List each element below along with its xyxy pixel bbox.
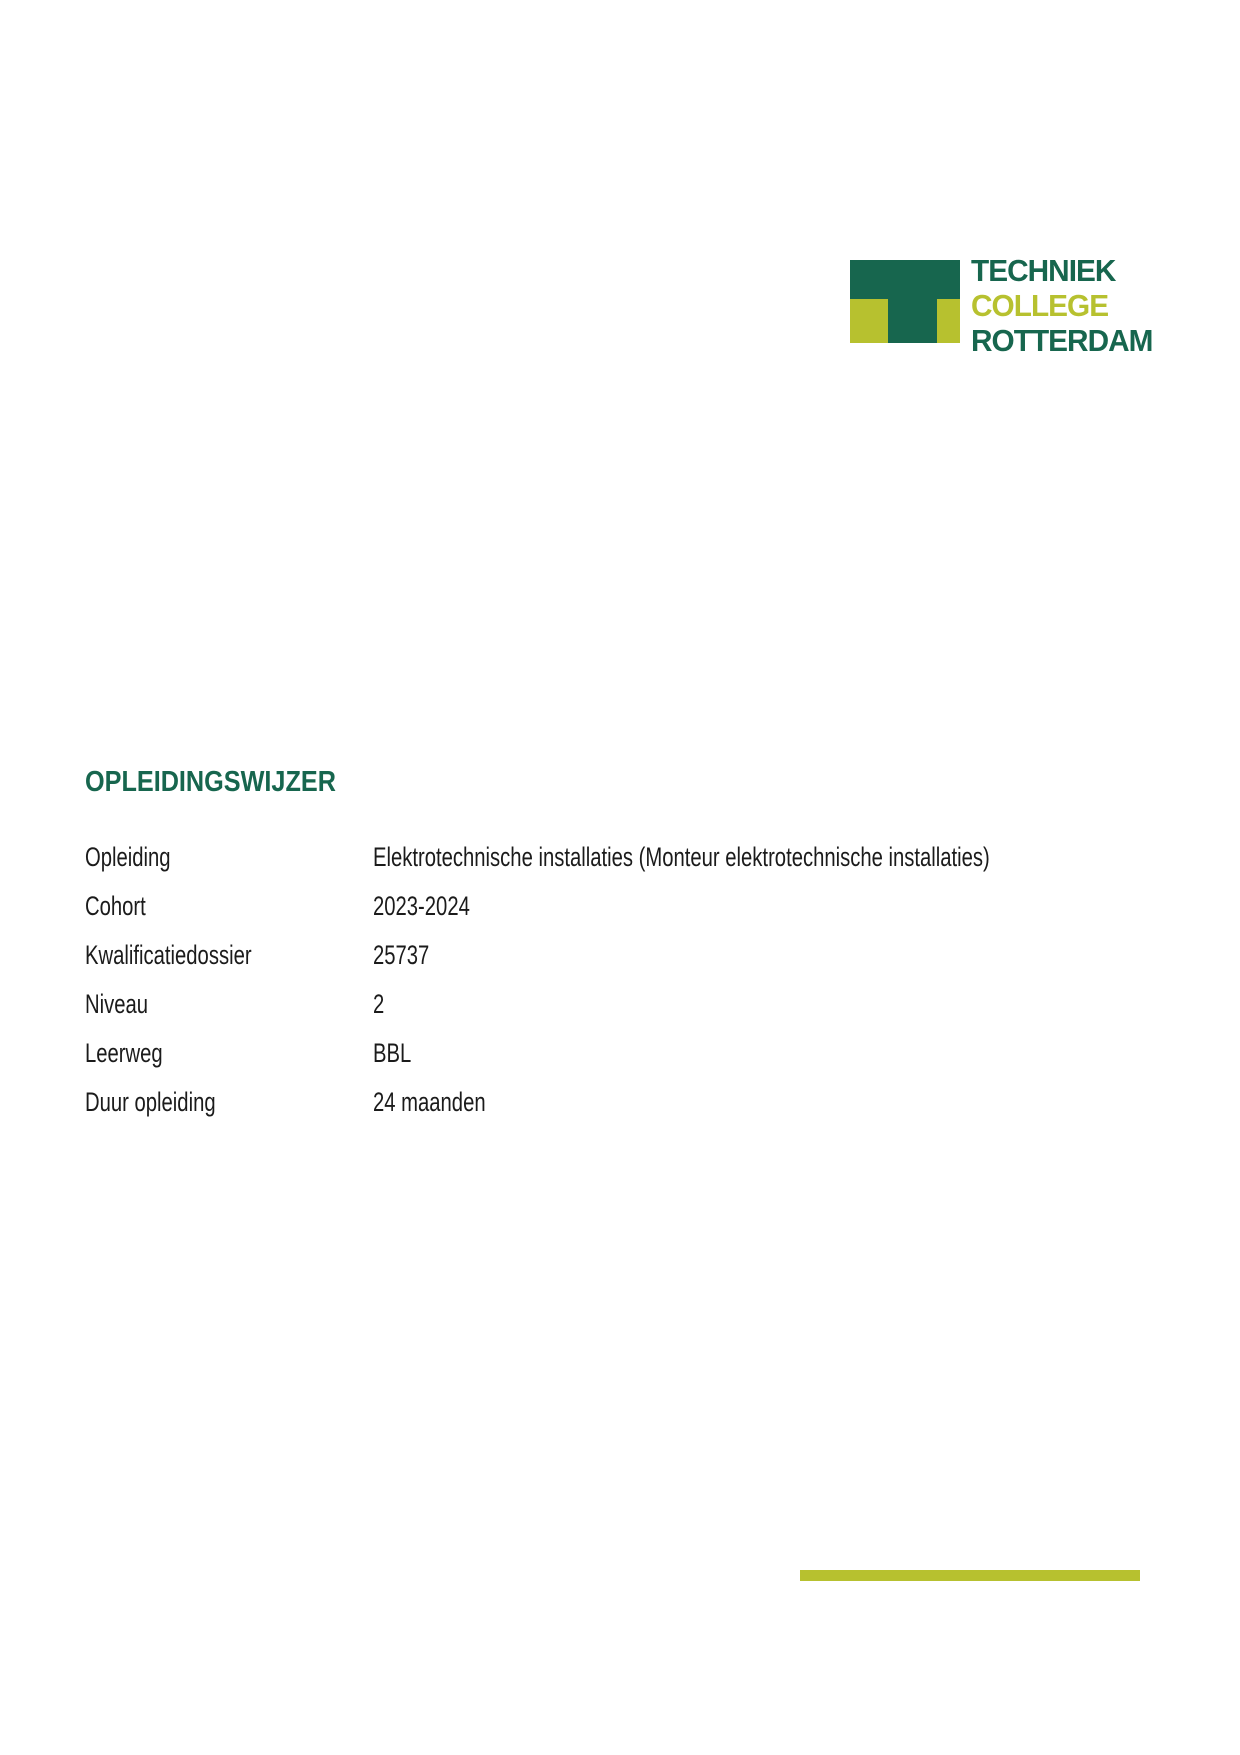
logo-t-top-bar [850,260,960,299]
row-value: 25737 [373,940,430,970]
techniek-college-logo-icon [850,260,960,343]
course-info-table [85,833,1185,1127]
table-row [85,1029,1185,1078]
logo-line-rotterdam: ROTTERDAM [971,323,1153,358]
row-value: 24 maanden [373,1087,486,1117]
logo-line-college: COLLEGE [971,288,1109,323]
row-label: Opleiding [85,842,171,872]
logo-t-stem [888,299,937,343]
row-label: Cohort [85,891,146,921]
page-title: OPLEIDINGSWIJZER [85,766,336,798]
table-row [85,882,1185,931]
row-label: Kwalificatiedossier [85,940,252,970]
footer-accent-bar [800,1570,1140,1581]
row-label: Duur opleiding [85,1087,216,1117]
row-value: 2 [373,989,385,1019]
row-value: BBL [373,1038,412,1068]
logo-right-yellow-block [937,299,960,343]
row-value: 2023-2024 [373,891,470,921]
logo-left-yellow-block [850,299,888,343]
logo-line-techniek: TECHNIEK [971,253,1116,288]
table-row [85,833,1185,882]
table-row [85,1078,1185,1127]
table-row [85,980,1185,1029]
table-row [85,931,1185,980]
row-value: Elektrotechnische installaties (Monteur elektrotechnische installaties) [373,842,990,872]
logo-wordmark [971,253,1160,358]
row-label: Leerweg [85,1038,163,1068]
row-label: Niveau [85,989,149,1019]
